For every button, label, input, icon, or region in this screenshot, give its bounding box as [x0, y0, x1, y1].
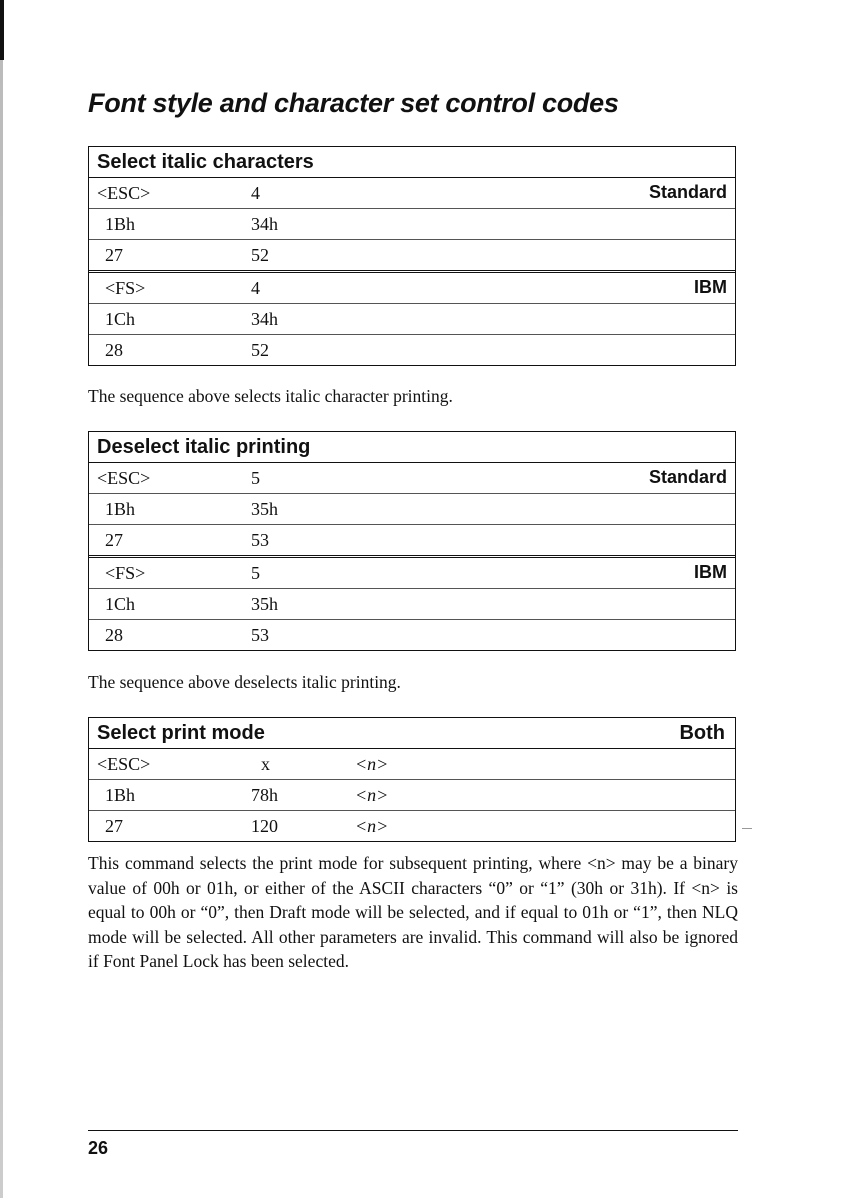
code-value: 4 [251, 278, 260, 298]
code-hex: 1Ch [105, 594, 136, 614]
table-row [89, 273, 735, 304]
code-value: 78h [251, 785, 278, 805]
table-row [89, 209, 735, 240]
table-row [89, 749, 735, 780]
code-hex: 1Bh [105, 785, 136, 805]
code-value: 35h [251, 499, 278, 519]
code-param: <n> [355, 754, 389, 774]
code-value: 53 [251, 530, 269, 550]
table-heading-text: Select italic characters [97, 151, 314, 173]
section-description: This command selects the print mode for subsequent printing, where <n> may be a binary value of 00h or 01h, or either of the ASCII characters “0” or “1” (30h or 31h). If <n> is equal to 00h or “0”, then Draft mode will be selected, and if equal to 01h or “1”, then NLQ mode will be selected. All other parameters are invalid. This command will also be ignored if Font Panel Lock has been selected. [88, 853, 738, 971]
code-dec: 27 [105, 816, 123, 836]
table-row [89, 304, 735, 335]
code-dec: 27 [105, 245, 123, 265]
table-row [89, 494, 735, 525]
deselect-italic-table [88, 431, 736, 651]
table-row [89, 811, 735, 841]
mode-tag: Both [679, 722, 725, 744]
footer-rule [88, 1130, 738, 1131]
code-hex: 1Bh [105, 499, 136, 519]
page-title: Font style and character set control codes [88, 88, 619, 118]
code-value: 34h [251, 309, 278, 329]
mode-tag: IBM [694, 277, 727, 297]
table-row [89, 240, 735, 273]
mode-tag: Standard [648, 467, 727, 487]
table-row [89, 525, 735, 558]
code-value: 52 [251, 340, 269, 360]
table-heading-text: Select print mode [97, 722, 265, 744]
code-value: 5 [251, 563, 260, 583]
scan-edge [0, 0, 3, 1198]
table-row [89, 335, 735, 365]
code-dec: 27 [105, 530, 123, 550]
table-row [89, 178, 735, 209]
code-value: 52 [251, 245, 269, 265]
table-row [89, 463, 735, 494]
mode-tag: Standard [648, 182, 727, 202]
code-param: <n> [355, 785, 389, 805]
code-param: <n> [355, 816, 389, 836]
table-heading [89, 718, 735, 749]
table-row [89, 620, 735, 650]
code-dec: 28 [105, 340, 123, 360]
select-italic-table [88, 146, 736, 366]
table-row [89, 780, 735, 811]
table-heading-text: Deselect italic printing [97, 436, 311, 458]
code-name: <ESC> [97, 754, 151, 774]
table-heading [89, 432, 735, 463]
scan-speck [742, 828, 752, 829]
table-row [89, 589, 735, 620]
code-name: <ESC> [97, 183, 151, 203]
table-heading [89, 147, 735, 178]
mode-tag: IBM [694, 562, 727, 582]
code-value: 5 [251, 468, 260, 488]
table-row [89, 558, 735, 589]
code-value: 34h [251, 214, 278, 234]
scan-mark [0, 0, 4, 60]
code-value: 120 [251, 816, 278, 836]
code-dec: 28 [105, 625, 123, 645]
code-value: 4 [251, 183, 260, 203]
code-hex: 1Bh [105, 214, 136, 234]
code-value: 35h [251, 594, 278, 614]
section-description: The sequence above deselects italic printing. [88, 672, 401, 692]
code-name: <FS> [105, 278, 146, 298]
select-print-mode-table [88, 717, 736, 842]
page-number: 26 [88, 1138, 109, 1158]
section-description: The sequence above selects italic character printing. [88, 386, 453, 406]
code-hex: 1Ch [105, 309, 136, 329]
code-value: x [261, 754, 270, 774]
code-name: <ESC> [97, 468, 151, 488]
code-value: 53 [251, 625, 269, 645]
code-name: <FS> [105, 563, 146, 583]
